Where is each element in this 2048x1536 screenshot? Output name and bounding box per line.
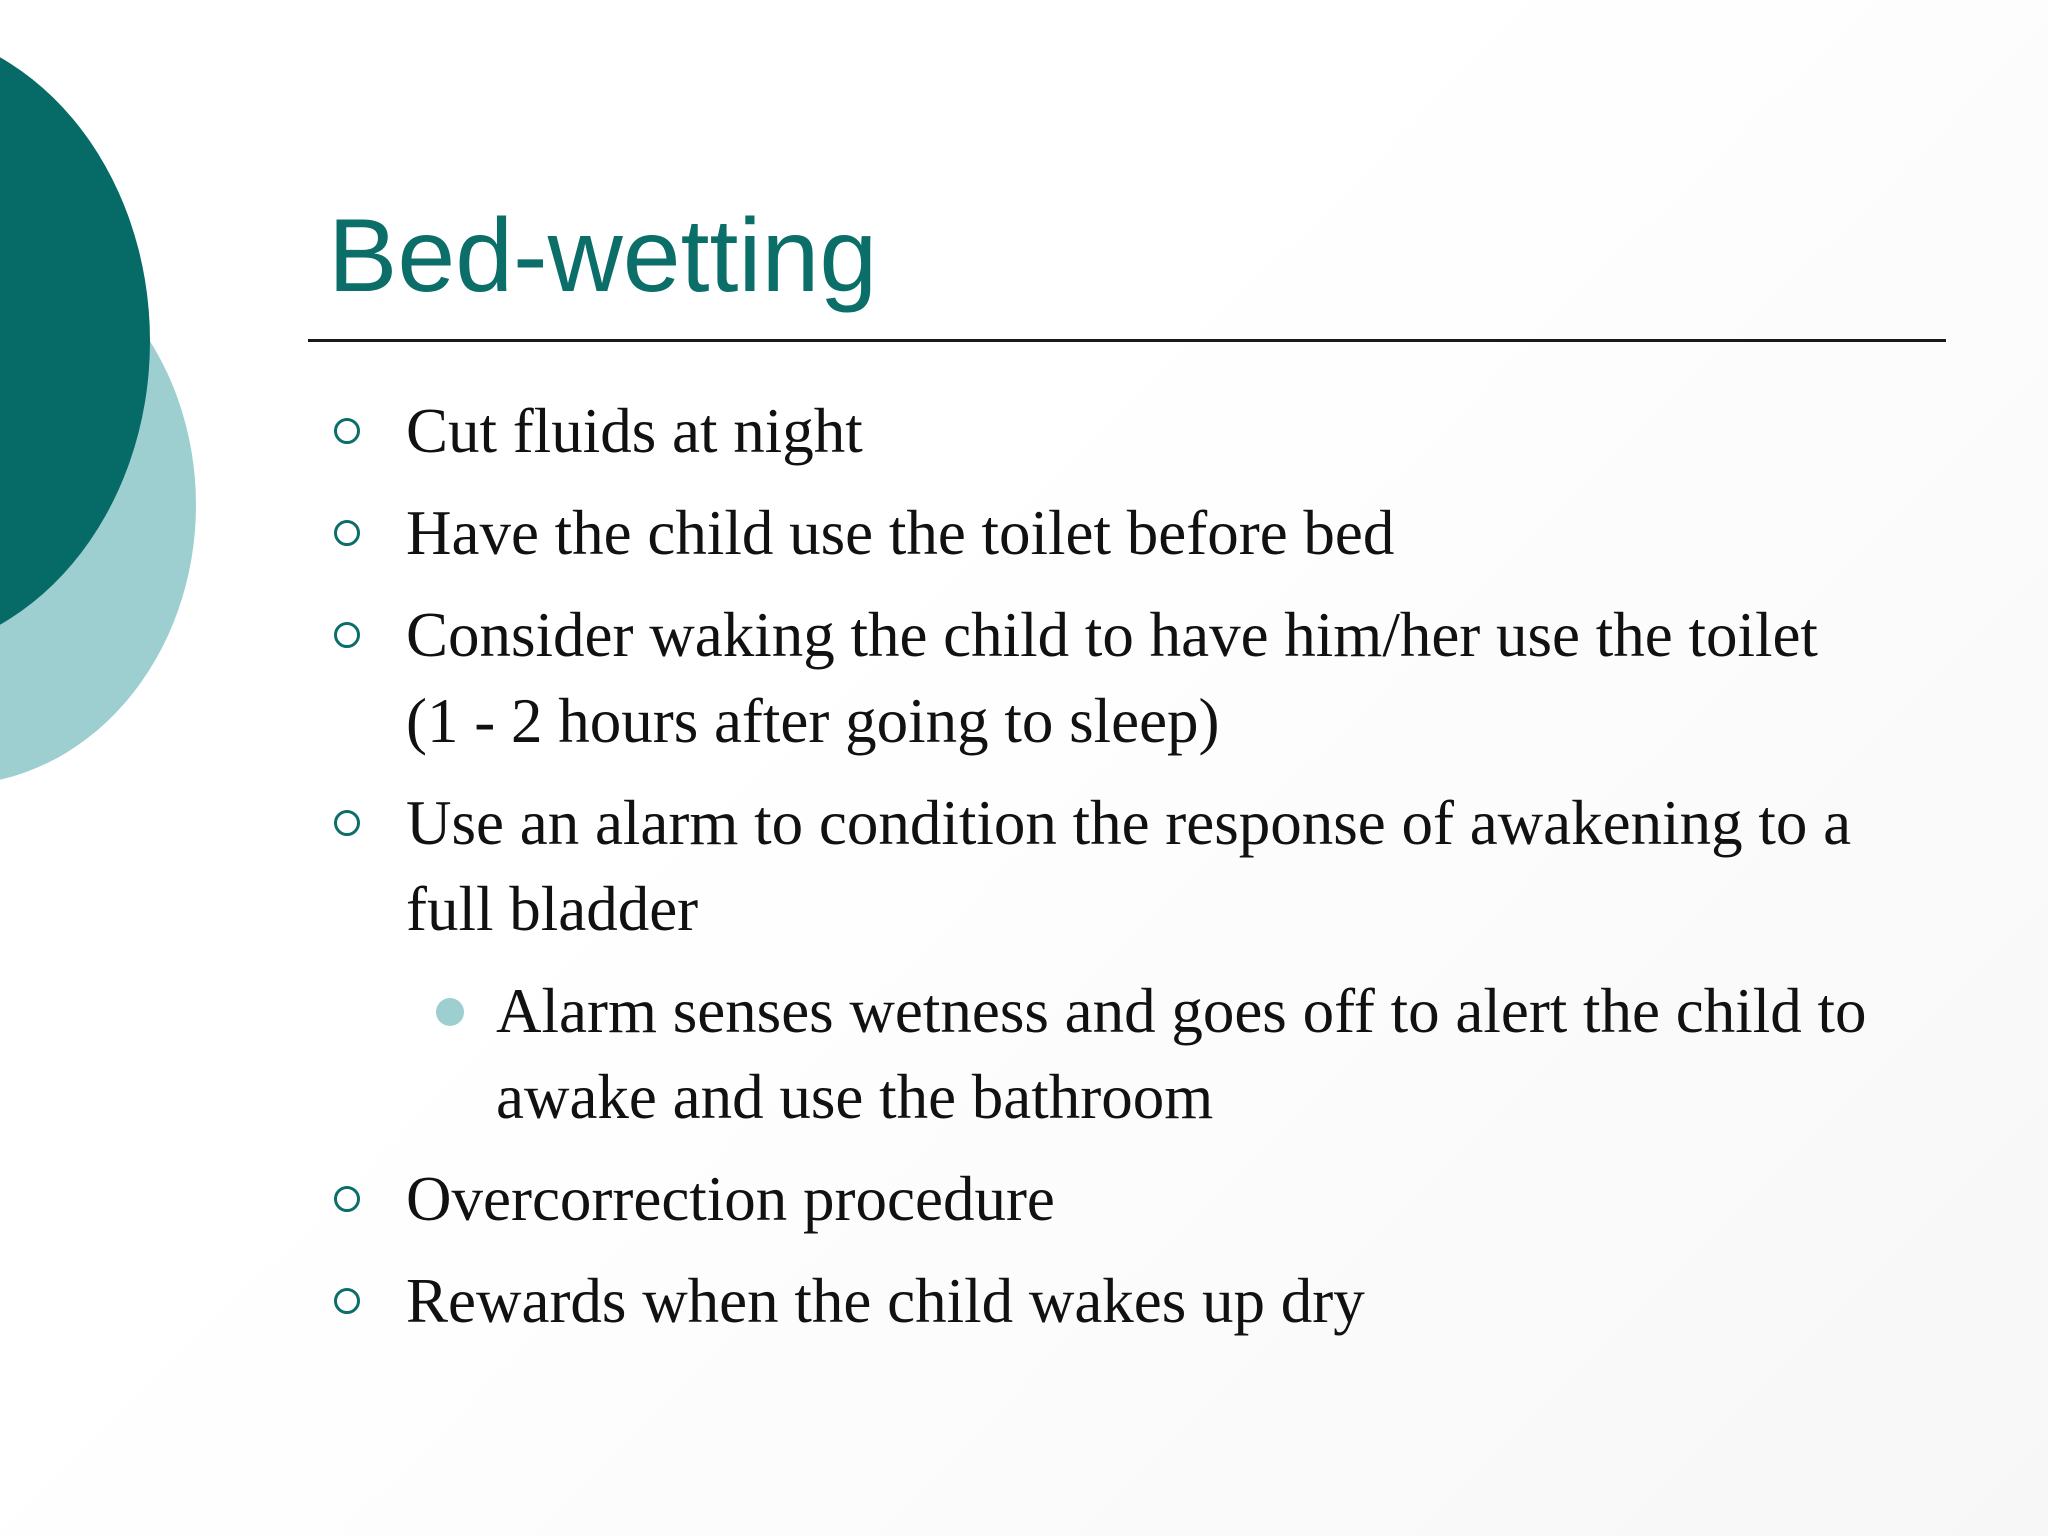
- bullet-text: Overcorrection procedure: [406, 1164, 1055, 1234]
- slide-title: Bed-wetting: [328, 198, 878, 314]
- hollow-circle-bullet-icon: [334, 520, 360, 546]
- hollow-circle-bullet-icon: [334, 810, 360, 836]
- hollow-circle-bullet-icon: [334, 418, 360, 444]
- filled-dot-bullet-icon: [436, 998, 464, 1026]
- bullet-item: [406, 1156, 1966, 1242]
- hollow-circle-bullet-icon: [334, 622, 360, 648]
- bullet-text: Have the child use the toilet before bed: [406, 498, 1395, 568]
- bullet-text: Rewards when the child wakes up dry: [406, 1266, 1365, 1336]
- hollow-circle-bullet-icon: [334, 1288, 360, 1314]
- bullet-item: [406, 388, 1966, 474]
- hollow-circle-bullet-icon: [334, 1186, 360, 1212]
- bullet-item: [406, 1258, 1966, 1344]
- bullet-text: Use an alarm to condition the response of awakening to a full bladder: [406, 788, 1852, 944]
- sub-bullet-text: Alarm senses wetness and goes off to alert the child to awake and use the bathroom: [496, 976, 1867, 1132]
- bullet-item: [406, 490, 1966, 576]
- sub-bullet-item: [496, 968, 1966, 1140]
- bullet-text: Consider waking the child to have him/her use the toilet (1 - 2 hours after going to sleep): [406, 600, 1818, 756]
- bullet-text: Cut fluids at night: [406, 396, 863, 466]
- bullet-item: [406, 592, 1826, 764]
- bullet-item: [406, 780, 1926, 952]
